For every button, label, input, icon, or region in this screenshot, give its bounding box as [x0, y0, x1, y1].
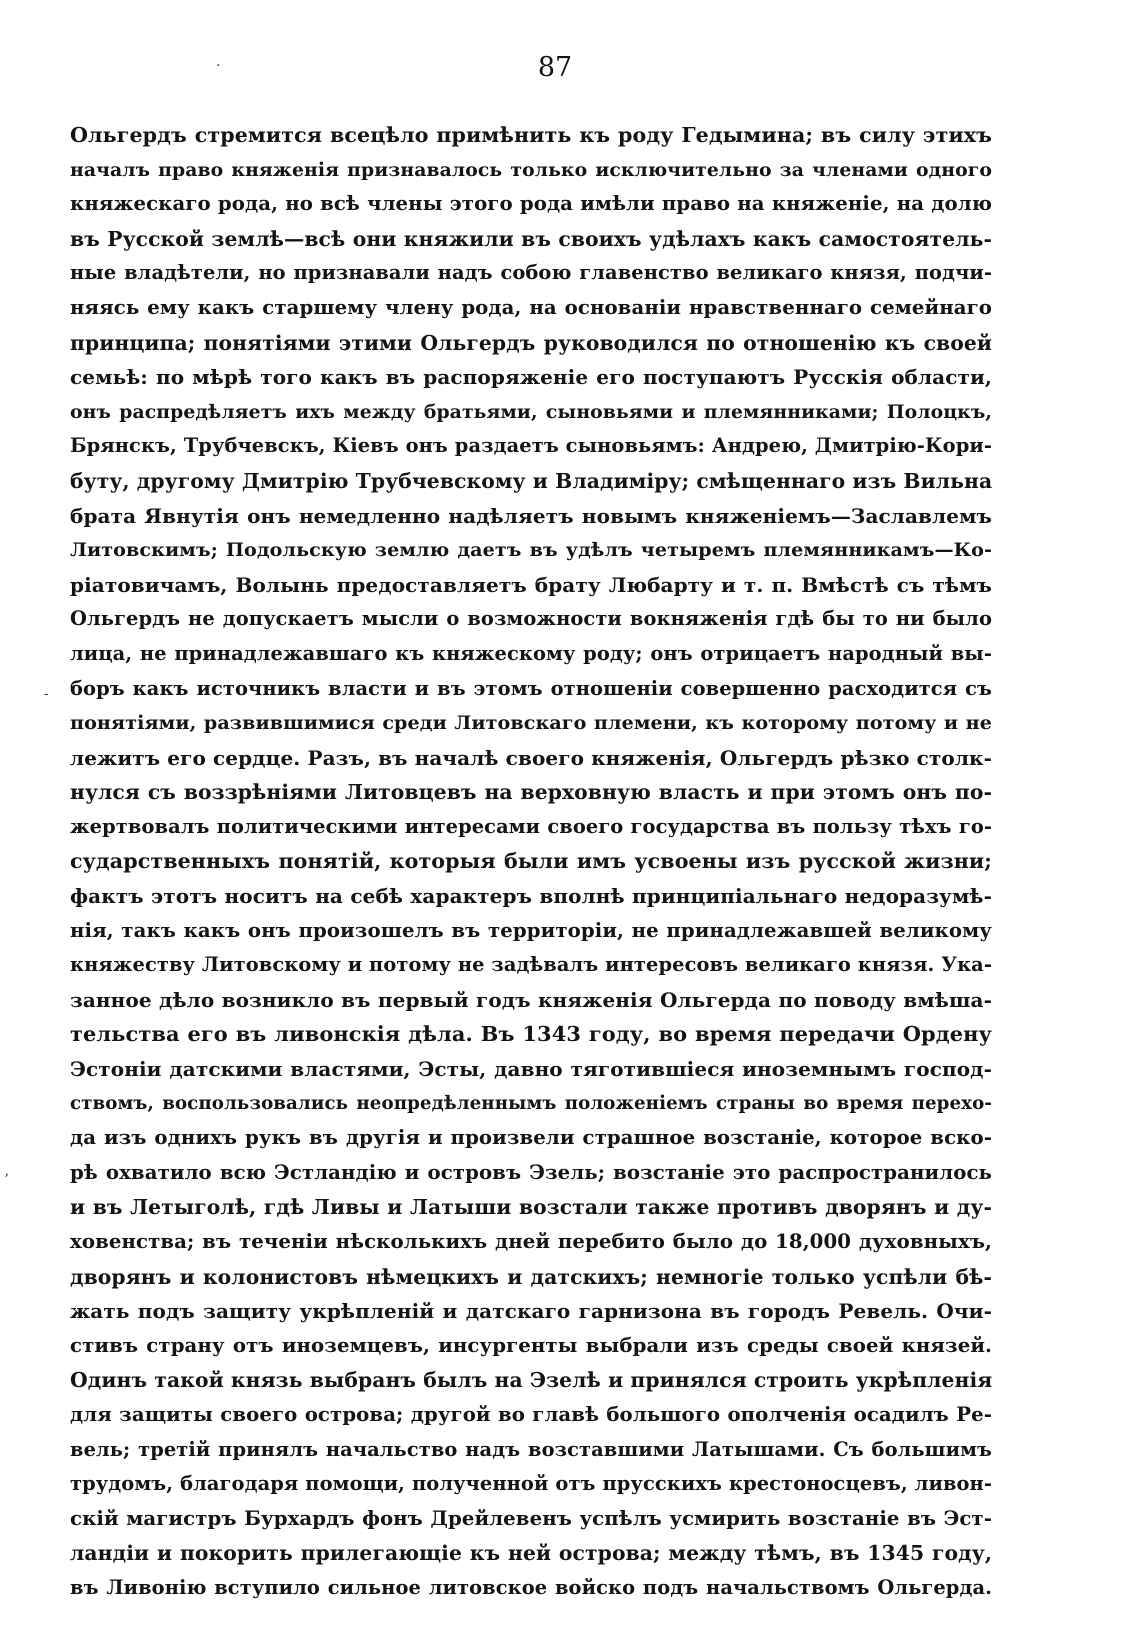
text-line: брата Явнутія онъ немедленно надѣляетъ новымъ княженіемъ—Заславлемъ [70, 503, 992, 528]
text-line: княжескаго рода, но всѣ члены этого рода имѣли право на княженіе, на долю [70, 192, 992, 216]
text-line: въ Русской землѣ—всѣ они княжили въ своихъ удѣлахъ какъ самостоятель- [70, 226, 992, 251]
text-line: трудомъ, благодаря помощи, полученной отъ прусскихъ крестоносцевъ, ливон- [70, 1472, 992, 1496]
text-line: тельства его въ ливонскія дѣла. Въ 1343 году, во время передачи Ордену [70, 1021, 992, 1047]
text-line: Брянскъ, Трубчевскъ, Кіевъ онъ раздаетъ сыновьямъ: Андрею, Дмитрію-Кори- [70, 434, 992, 458]
text-line: нія, такъ какъ онъ произошелъ въ территоріи, не принадлежавшей великому [70, 918, 992, 942]
text-line: жертвовалъ политическими интересами своего государства въ пользу тѣхъ го- [70, 814, 992, 838]
text-line: въ Ливонію вступило сильное литовское войско подъ начальствомъ Ольгерда. [70, 1575, 992, 1599]
margin-dash: - [44, 686, 49, 702]
text-line: нулся съ воззрѣніями Литовцевъ на верховную власть и при этомъ онъ по- [70, 780, 992, 805]
text-line: скій магистръ Бурхардъ фонъ Дрейлевенъ успѣлъ усмирить возстаніе въ Эст- [70, 1506, 992, 1530]
margin-tick: ʼ [4, 1172, 9, 1188]
text-line: сударственныхъ понятій, которыя были имъ усвоены изъ русской жизни; [70, 849, 992, 874]
text-line: для защиты своего острова; другой во главѣ большого ополченія осадилъ Ре- [70, 1402, 992, 1426]
text-line: Ольгердъ стремится всецѣло примѣнить къ роду Гедымина; въ силу этихъ [70, 123, 992, 147]
text-line: Одинъ такой князь выбранъ былъ на Эзелѣ и принялся строить укрѣпленія [70, 1368, 993, 1393]
text-line: рѣ охватило всю Эстландію и островъ Эзель; возстаніе это распространилось [70, 1160, 992, 1184]
page-number: 87 [537, 52, 573, 83]
text-line: буту, другому Дмитрію Трубчевскому и Владиміру; смѣщеннаго изъ Вильна [70, 468, 993, 493]
text-line: принципа; понятіями этими Ольгердъ руководился по отношенію къ своей [70, 330, 992, 355]
text-line: Эстоніи датскими властями, Эсты, давно тяготившіеся иноземнымъ господ- [70, 1057, 992, 1082]
text-line: занное дѣло возникло въ первый годъ княженія Ольгерда по поводу вмѣша- [70, 987, 992, 1012]
text-line: няясь ему какъ старшему члену рода, на основаніи нравственнаго семейнаго [70, 295, 992, 319]
text-line: Литовскимъ; Подольскую землю даетъ въ удѣлъ четыремъ племянникамъ—Ко- [70, 538, 992, 562]
text-line: ховенства; въ теченіи нѣсколькихъ дней перебито было до 18,000 духовныхъ, [70, 1230, 992, 1253]
text-line: началъ право княженія признавалось только исключительно за членами одного [70, 158, 992, 181]
text-line: понятіями, развившимися среди Литовскаго племени, къ которому потому и не [70, 711, 992, 735]
text-line: ствомъ, воспользовались неопредѣленнымъ положеніемъ страны во время перехо- [70, 1092, 992, 1114]
text-line: жать подъ защиту укрѣпленій и датскаго гарнизона въ городъ Ревель. Очи- [70, 1299, 992, 1324]
text-line: дворянъ и колонистовъ нѣмецкихъ и датскихъ; немногіе только успѣли бѣ- [70, 1264, 992, 1289]
text-line: княжеству Литовскому и потому не задѣвалъ интересовъ великаго князя. Ука- [70, 953, 992, 977]
text-line: фактъ этотъ носитъ на себѣ характеръ вполнѣ принципіальнаго недоразумѣ- [70, 884, 992, 909]
margin-dot: · [216, 58, 221, 74]
text-line: вель; третій принялъ начальство надъ возставшими Латышами. Съ большимъ [70, 1437, 992, 1461]
text-line: боръ какъ источникъ власти и въ этомъ отношеніи совершенно расходится съ [70, 676, 992, 700]
text-line: да изъ однихъ рукъ въ другія и произвели страшное возстаніе, которое вско- [70, 1126, 992, 1150]
text-line: семьѣ: по мѣрѣ того какъ въ распоряженіе его поступаютъ Русскія области, [70, 365, 992, 390]
text-line: ріатовичамъ, Волынь предоставляетъ брату Любарту и т. п. Вмѣстѣ съ тѣмъ [70, 572, 992, 597]
text-line: онъ распредѣляетъ ихъ между братьями, сыновьями и племянниками; Полоцкъ, [70, 400, 992, 423]
text-line: и въ Летыголѣ, гдѣ Ливы и Латыши возстали также противъ дворянъ и ду- [70, 1195, 992, 1220]
text-line: стивъ страну отъ иноземцевъ, инсургенты выбрали изъ среды своей князей. [70, 1333, 992, 1357]
text-line: ные владѣтели, но признавали надъ собою главенство великаго князя, подчи- [70, 261, 992, 285]
text-line: лица, не принадлежавшаго къ княжескому роду; онъ отрицаетъ народный вы- [70, 641, 992, 665]
body-text [70, 118, 992, 1606]
text-line: ландіи и покорить прилегающіе къ ней острова; между тѣмъ, въ 1345 году, [70, 1541, 992, 1566]
text-line: Ольгердъ не допускаетъ мысли о возможности вокняженія гдѣ бы то ни было [70, 607, 992, 631]
text-line: лежитъ его сердце. Разъ, въ началѣ своего княженія, Ольгердъ рѣзко столк- [70, 745, 992, 770]
